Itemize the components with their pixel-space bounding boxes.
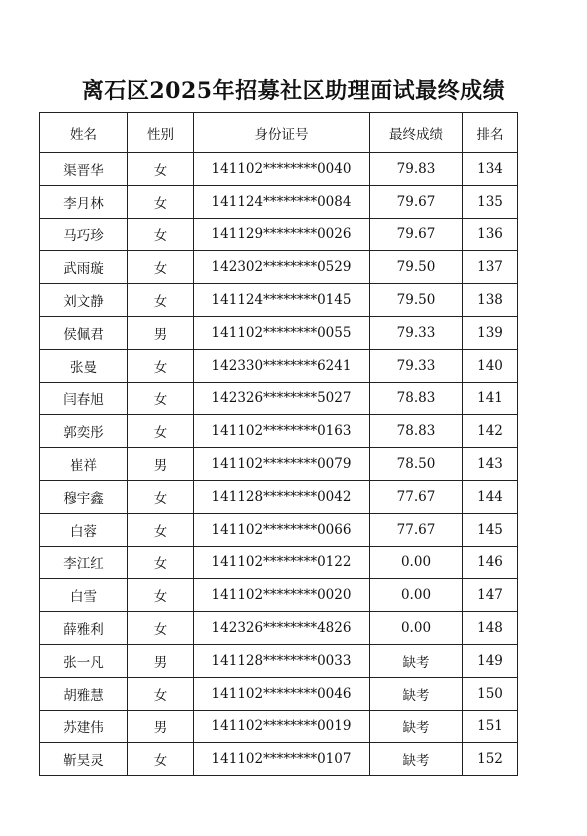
cell-rank: 144 [463,480,518,513]
cell-gender: 女 [128,382,194,415]
cell-final-score: 78.50 [370,448,463,481]
cell-final-score: 79.67 [370,218,463,251]
table-row [40,644,518,677]
cell-id-number: 141124********0084 [194,185,370,218]
cell-gender: 女 [128,546,194,579]
cell-gender: 男 [128,448,194,481]
cell-id-number: 141102********0163 [194,415,370,448]
cell-final-score: 79.50 [370,284,463,317]
header-gender: 性别 [128,113,194,153]
cell-rank: 151 [463,710,518,743]
cell-id-number: 141102********0020 [194,579,370,612]
cell-id-number: 141128********0033 [194,644,370,677]
cell-gender: 男 [128,644,194,677]
cell-rank: 134 [463,153,518,186]
cell-name: 白雪 [40,579,128,612]
cell-gender: 女 [128,251,194,284]
cell-id-number: 142302********0529 [194,251,370,284]
cell-name: 李月林 [40,185,128,218]
table-row [40,448,518,481]
table-row [40,251,518,284]
cell-gender: 女 [128,185,194,218]
cell-name: 闫春旭 [40,382,128,415]
cell-final-score: 78.83 [370,415,463,448]
cell-name: 马巧珍 [40,218,128,251]
cell-name: 苏建伟 [40,710,128,743]
cell-rank: 140 [463,349,518,382]
cell-rank: 143 [463,448,518,481]
header-final-score: 最终成绩 [370,113,463,153]
cell-final-score: 78.83 [370,382,463,415]
cell-id-number: 141102********0079 [194,448,370,481]
cell-gender: 女 [128,349,194,382]
cell-final-score: 79.33 [370,349,463,382]
cell-id-number: 141102********0019 [194,710,370,743]
header-rank: 排名 [463,113,518,153]
cell-id-number: 141102********0046 [194,677,370,710]
table-row [40,677,518,710]
table-row [40,579,518,612]
cell-gender: 男 [128,710,194,743]
cell-rank: 147 [463,579,518,612]
table-row [40,185,518,218]
cell-rank: 142 [463,415,518,448]
cell-final-score: 0.00 [370,546,463,579]
score-table [39,112,518,776]
cell-gender: 女 [128,284,194,317]
cell-final-score: 79.67 [370,185,463,218]
cell-id-number: 141102********0122 [194,546,370,579]
cell-id-number: 141124********0145 [194,284,370,317]
cell-final-score: 79.33 [370,316,463,349]
cell-rank: 139 [463,316,518,349]
cell-id-number: 142326********4826 [194,612,370,645]
cell-rank: 136 [463,218,518,251]
cell-name: 张曼 [40,349,128,382]
cell-rank: 149 [463,644,518,677]
cell-name: 侯佩君 [40,316,128,349]
cell-name: 渠晋华 [40,153,128,186]
cell-gender: 女 [128,612,194,645]
cell-name: 李江红 [40,546,128,579]
cell-name: 张一凡 [40,644,128,677]
cell-id-number: 141102********0107 [194,743,370,776]
cell-final-score: 0.00 [370,579,463,612]
table-row [40,710,518,743]
header-id-number: 身份证号 [194,113,370,153]
cell-rank: 141 [463,382,518,415]
cell-rank: 137 [463,251,518,284]
table-row [40,480,518,513]
cell-gender: 女 [128,480,194,513]
table-row [40,349,518,382]
cell-gender: 女 [128,218,194,251]
cell-name: 穆宇鑫 [40,480,128,513]
table-header-row [40,113,518,153]
cell-final-score: 缺考 [370,710,463,743]
cell-id-number: 142330********6241 [194,349,370,382]
cell-name: 胡雅慧 [40,677,128,710]
cell-final-score: 79.83 [370,153,463,186]
table-row [40,382,518,415]
cell-final-score: 77.67 [370,513,463,546]
cell-final-score: 缺考 [370,644,463,677]
cell-gender: 女 [128,677,194,710]
cell-gender: 女 [128,153,194,186]
cell-rank: 146 [463,546,518,579]
cell-gender: 女 [128,513,194,546]
table-row [40,546,518,579]
cell-rank: 138 [463,284,518,317]
cell-rank: 152 [463,743,518,776]
cell-id-number: 141102********0055 [194,316,370,349]
cell-id-number: 141128********0042 [194,480,370,513]
cell-name: 崔祥 [40,448,128,481]
cell-gender: 女 [128,743,194,776]
table-row [40,513,518,546]
cell-final-score: 79.50 [370,251,463,284]
cell-name: 郭奕彤 [40,415,128,448]
cell-rank: 148 [463,612,518,645]
cell-gender: 女 [128,579,194,612]
table-row [40,153,518,186]
cell-final-score: 77.67 [370,480,463,513]
cell-gender: 男 [128,316,194,349]
cell-id-number: 141129********0026 [194,218,370,251]
table-row [40,316,518,349]
table-row [40,415,518,448]
cell-id-number: 141102********0040 [194,153,370,186]
cell-name: 刘文静 [40,284,128,317]
cell-final-score: 缺考 [370,743,463,776]
table-row [40,218,518,251]
cell-final-score: 缺考 [370,677,463,710]
cell-name: 武雨璇 [40,251,128,284]
cell-name: 薛雅利 [40,612,128,645]
cell-rank: 150 [463,677,518,710]
table-row [40,743,518,776]
cell-rank: 135 [463,185,518,218]
table-row [40,612,518,645]
cell-id-number: 141102********0066 [194,513,370,546]
table-row [40,284,518,317]
cell-id-number: 142326********5027 [194,382,370,415]
page-title: 离石区2025年招募社区助理面试最终成绩 [81,78,506,104]
cell-final-score: 0.00 [370,612,463,645]
table-body [40,153,518,776]
cell-gender: 女 [128,415,194,448]
cell-name: 靳昊灵 [40,743,128,776]
header-name: 姓名 [40,113,128,153]
cell-rank: 145 [463,513,518,546]
cell-name: 白蓉 [40,513,128,546]
